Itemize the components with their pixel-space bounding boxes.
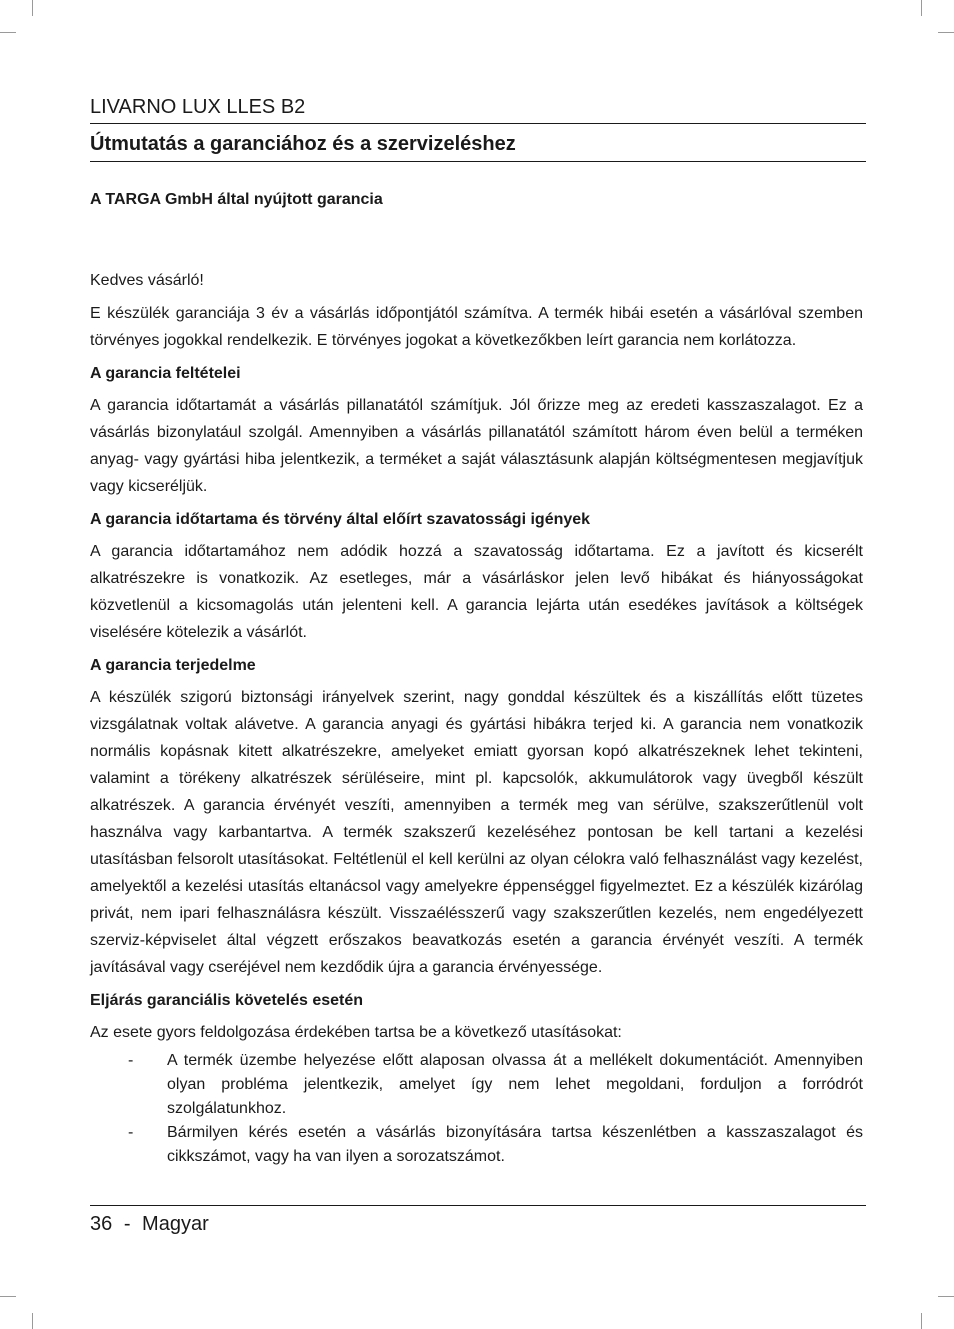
crop-mark bbox=[938, 32, 954, 33]
crop-mark bbox=[921, 1313, 922, 1329]
heading-guarantee: A TARGA GmbH által nyújtott garancia bbox=[90, 191, 383, 208]
procedure-intro: Az esete gyors feldolgozása érdekében tartsa be a következő utasításokat: bbox=[90, 1024, 622, 1041]
duration-paragraph: A garancia időtartamához nem adódik hozzá a szavatosság időtartama. Ez a javított és kicserélt alkatrészekre is vonatkozik. Az esetleges, már a vásárláskor jelen levő hibákat és hiányosságokat közvetlenül a kicsomagolás után jelenteni kell. A garancia lejárta után esedékes javítások a költségek viselésére kötelezik a vásárlót. bbox=[90, 543, 863, 641]
bullet-dash: - bbox=[128, 1052, 134, 1069]
footer-rule bbox=[90, 1205, 866, 1206]
crop-mark bbox=[921, 0, 922, 16]
footer-language: Magyar bbox=[142, 1213, 209, 1235]
heading-conditions: A garancia feltételei bbox=[90, 365, 241, 382]
heading-procedure: Eljárás garanciális követelés esetén bbox=[90, 992, 364, 1009]
intro-paragraph: E készülék garanciája 3 év a vásárlás időpontjától számítva. A termék hibái esetén a vásárlóval szemben törvényes jogokkal rendelkezik. E törvényes jogokat a következőkben leírt garancia nem korlátozza. bbox=[90, 305, 863, 349]
bullet-dash: - bbox=[128, 1124, 134, 1141]
list-item-text: A termék üzembe helyezése előtt alaposan olvassa át a mellékelt dokumentációt. Amennyiben olyan probléma jelentkezik, amelyet így nem lehet megoldani, forduljon a forródrót szolgálatunkhoz. bbox=[167, 1052, 863, 1117]
list-item bbox=[90, 1049, 863, 1121]
header-rule-bottom bbox=[90, 161, 866, 162]
heading-duration: A garancia időtartama és törvény által előírt szavatossági igények bbox=[90, 511, 591, 528]
product-name: LIVARNO LUX LLES B2 bbox=[90, 96, 306, 118]
scope-paragraph: A készülék szigorú biztonsági irányelvek szerint, nagy gonddal készültek és a kiszállítás előtt tüzetes vizsgálatnak voltak alávetve. A garancia anyagi és gyártási hibákra terjed ki. A garancia nem vonatkozik normális kopásnak kitett alkatrészekre, amelyeket emiatt gyorsan kopó alkatrészeknek lehet tekinteni, valamint a törékeny alkatrészek sérüléseire, mint pl. kapcsolók, akkumulátorok vagy üvegből készült alkatrészek. A garancia érvényét veszíti, amennyiben a termék meg van sérülve, szakszerűtlenül volt használva vagy karbantartva. A termék szakszerű kezeléséhez pontosan be kell tartani a kezelési utasításban felsorolt utasításokat. Feltétlenül el kell kerülni az olyan célokra való felhasználást vagy kezelést, amelyektől a kezelési utasítás eltanácsol vagy amelyekre éppenséggel figyelmeztet. Ez a készülék kizárólag privát, nem ipari felhasználásra készült. Visszaélésszerű vagy szakszerűtlen kezelés, nem engedélyezett szerviz-képviselet által végzett erőszakos beavatkozás esetén a garancia érvényét veszíti. A termék javításával vagy cseréjével nem kezdődik újra a garancia érvényessége. bbox=[90, 689, 863, 976]
document-body bbox=[90, 188, 863, 1169]
crop-mark bbox=[32, 0, 33, 16]
footer-separator: - bbox=[123, 1213, 131, 1235]
procedure-list bbox=[90, 1049, 863, 1169]
section-title: Útmutatás a garanciához és a szervizeléshez bbox=[90, 133, 516, 155]
list-item-text: Bármilyen kérés esetén a vásárlás bizonyítására tartsa készenlétben a kasszaszalagot és cikkszámot, vagy ha van ilyen a sorozatszámot. bbox=[167, 1124, 863, 1165]
crop-mark bbox=[0, 32, 16, 33]
header-rule-top bbox=[90, 123, 866, 124]
crop-mark bbox=[32, 1313, 33, 1329]
page-number: 36 bbox=[90, 1213, 113, 1235]
crop-mark bbox=[0, 1296, 16, 1297]
list-item bbox=[90, 1121, 863, 1169]
crop-mark bbox=[938, 1296, 954, 1297]
heading-scope: A garancia terjedelme bbox=[90, 657, 256, 674]
greeting: Kedves vásárló! bbox=[90, 272, 204, 289]
page-footer bbox=[90, 1211, 209, 1237]
conditions-paragraph: A garancia időtartamát a vásárlás pillanatától számítjuk. Jól őrizze meg az eredeti kasszaszalagot. Ez a vásárlás bizonylatául szolgál. Amennyiben a vásárlás pillanatától számított három éven belül a terméken anyag- vagy gyártási hiba jelentkezik, a terméket a saját választásunk alapján költségmentesen megjavítjuk vagy kicseréljük. bbox=[90, 397, 863, 495]
